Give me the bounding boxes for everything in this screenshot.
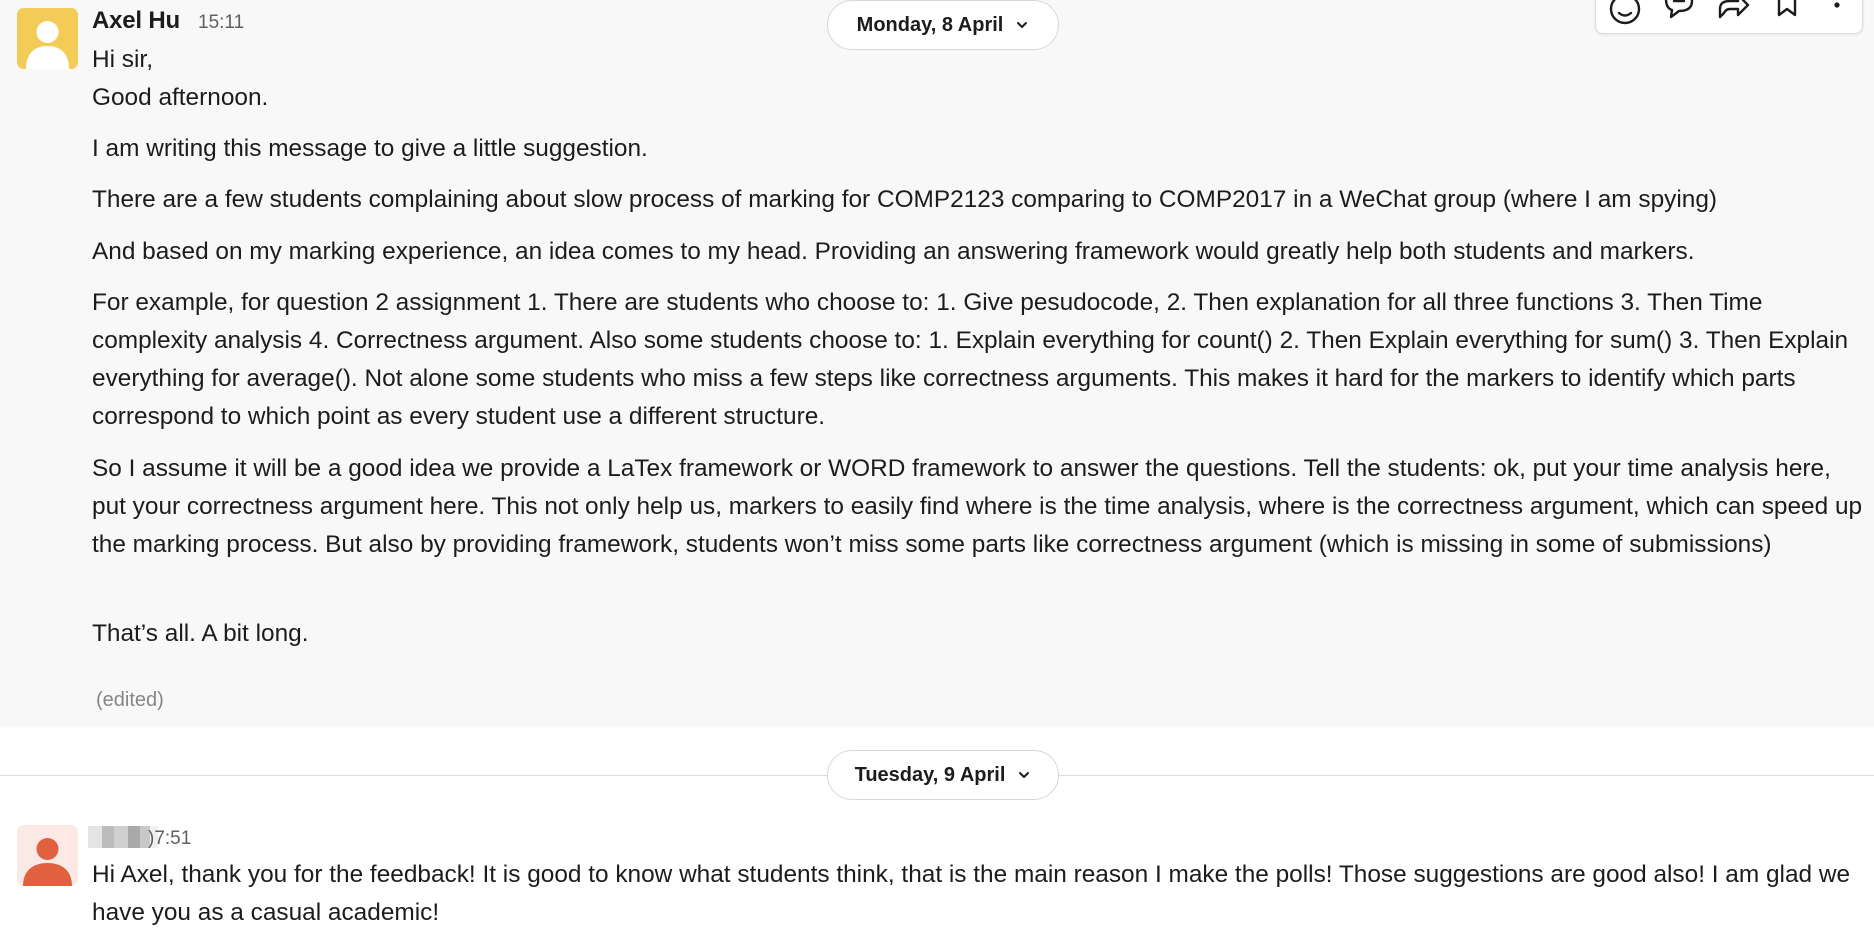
sender-name[interactable]: Axel Hu	[92, 7, 180, 34]
message-text: I am writing this message to give a little suggestion.	[92, 135, 648, 162]
message-text: Hi Axel, thank you for the feedback! It is good to know what students think, that is the main reason I make the polls! Those suggestions are good also! I am glad we have you as a casual academic!	[92, 861, 1851, 926]
bookmark-icon[interactable]	[1770, 0, 1804, 31]
message-text: That’s all. A bit long.	[92, 620, 309, 647]
message-text: For example, for question 2 assignment 1. There are students who choose to: 1. Give pesudocode, 2. Then explanation for all three functions 3. Then Time complexity analysis 4. Correctness argument. Also some students choose to: 1. Explain everything for count() 2. Then Explain everything for sum() 3. Then Explain everything for average(). Not alone some students who miss a few steps like correctness arguments. This makes it hard for the markers to identify which parts correspond to which point as every student use a different structure.	[92, 289, 1849, 430]
forward-icon[interactable]	[1716, 0, 1750, 31]
edited-label: (edited)	[96, 689, 164, 711]
more-actions-icon[interactable]	[1820, 0, 1854, 31]
avatar[interactable]	[17, 8, 78, 69]
date-divider-button[interactable]	[827, 0, 1059, 50]
message-text: And based on my marking experience, an idea comes to my head. Providing an answering framework would greatly help both students and markers.	[92, 238, 1695, 265]
message-text: Hi sir,	[92, 46, 153, 73]
message-timestamp[interactable]: )7:51	[148, 828, 192, 849]
message-timestamp[interactable]: 15:11	[198, 12, 245, 33]
date-label: Tuesday, 9 April	[854, 763, 1006, 786]
message-text: There are a few students complaining about slow process of marking for COMP2123 comparing to COMP2017 in a WeChat group (where I am spying)	[92, 186, 1718, 213]
emoji-reaction-icon[interactable]	[1608, 0, 1642, 31]
user-silhouette-icon	[17, 825, 78, 886]
date-divider-button[interactable]	[827, 750, 1059, 800]
chevron-down-icon	[1015, 18, 1029, 32]
reply-thread-icon[interactable]	[1662, 0, 1696, 31]
message-actions-toolbar	[1595, 0, 1863, 34]
chevron-down-icon	[1017, 768, 1031, 782]
message-text: So I assume it will be a good idea we provide a LaTex framework or WORD framework to answer the questions. Tell the students: ok, put your time analysis here, put your correctness argument here. This not only help us, markers to easily find where is the time analysis, where is the correctness argument, which can speed up the marking process. But also by providing framework, students won’t miss some parts like correctness argument (which is missing in some of submissions)	[92, 455, 1863, 558]
date-label: Monday, 8 April	[856, 13, 1004, 36]
avatar[interactable]	[17, 825, 78, 886]
user-silhouette-icon	[17, 8, 78, 69]
message-text: Good afternoon.	[92, 84, 269, 111]
